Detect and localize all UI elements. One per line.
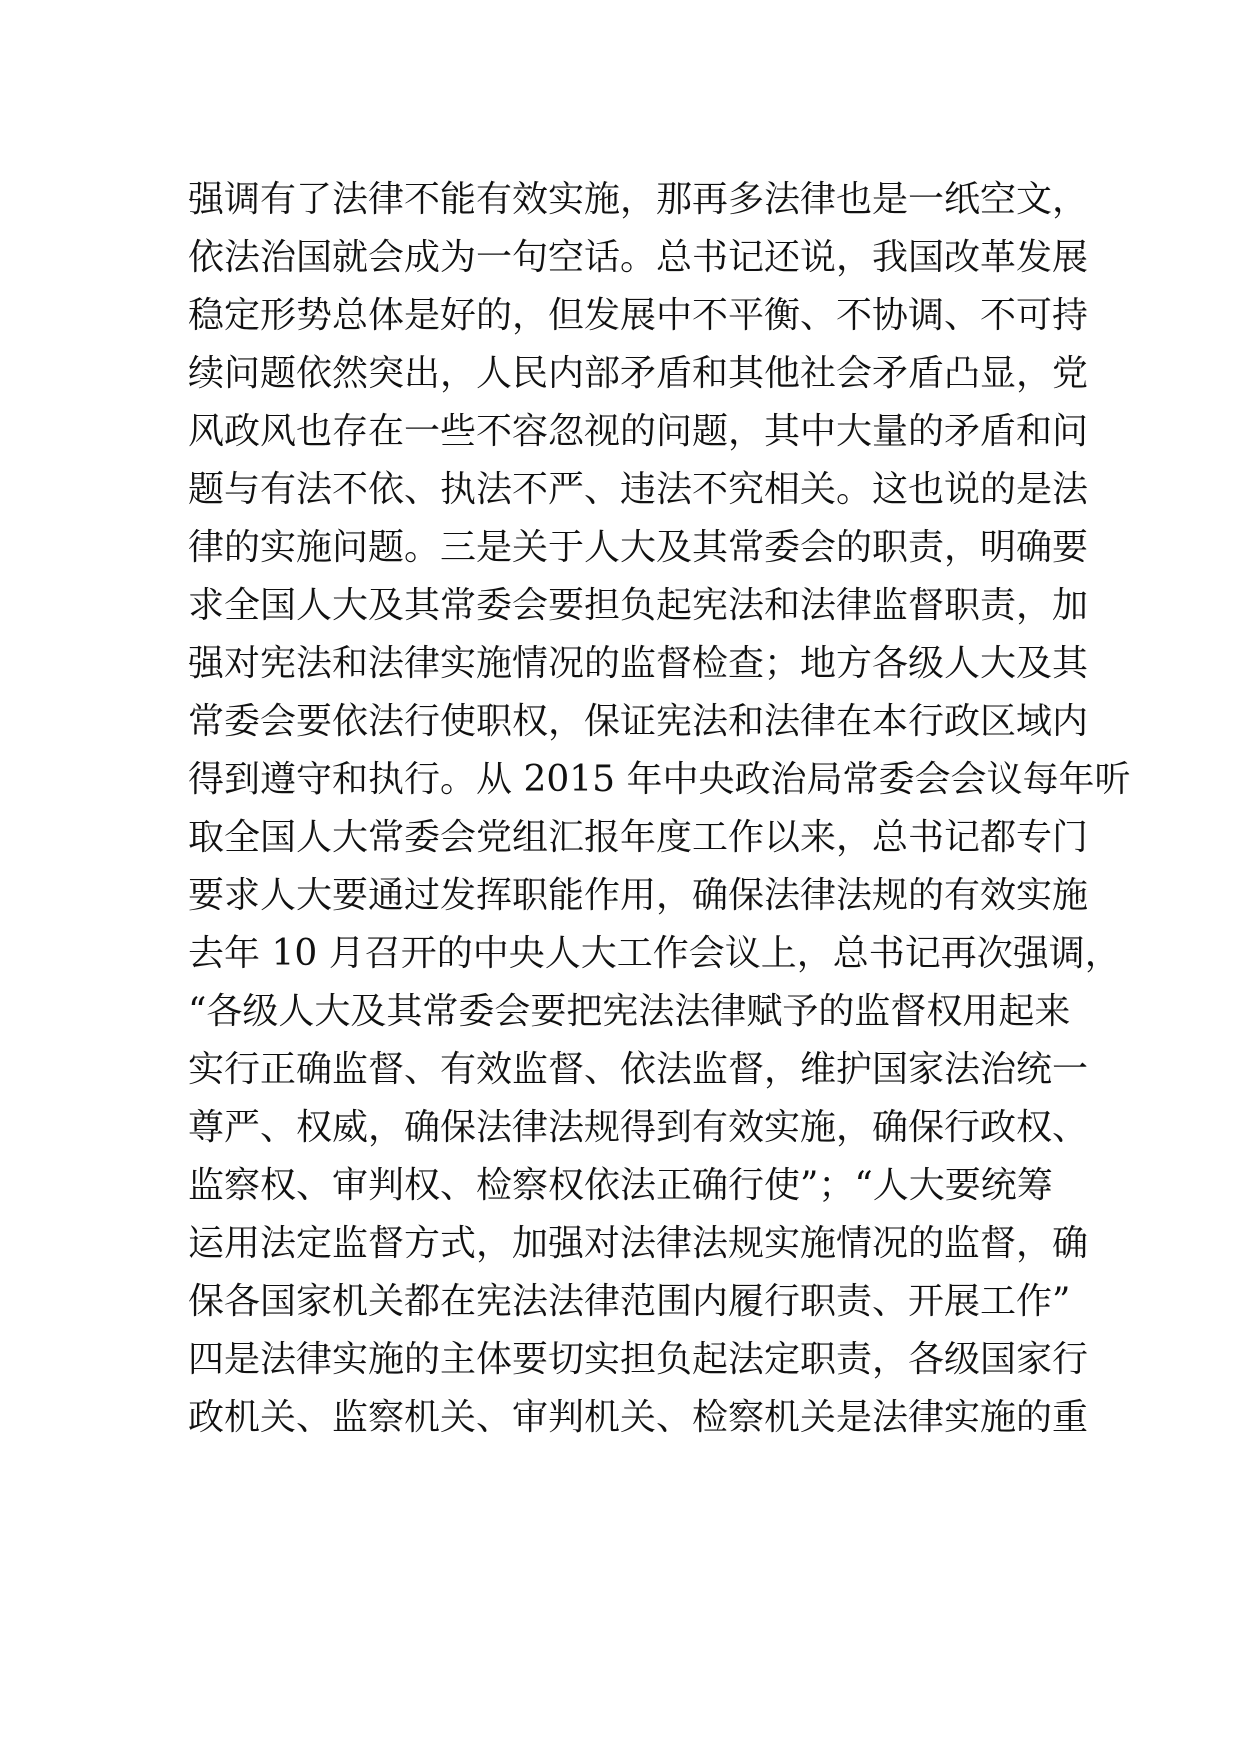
- text-line: 监察权、审判权、检察权依法正确行使”；“人大要统筹: [188, 1165, 1053, 1206]
- text-line: 政机关、监察机关、审判机关、检察机关是法律实施的重: [188, 1397, 1089, 1438]
- text-line: 实行正确监督、有效监督、依法监督，维护国家法治统一: [188, 1049, 1089, 1090]
- text-line: 去年 10 月召开的中央人大工作会议上，总书记再次强调，: [188, 933, 1121, 974]
- text-line: 要求人大要通过发挥职能作用，确保法律法规的有效实施: [188, 875, 1089, 916]
- text-line: 续问题依然突出，人民内部矛盾和其他社会矛盾凸显，党: [188, 353, 1089, 394]
- text-line: 常委会要依法行使职权，保证宪法和法律在本行政区域内: [188, 701, 1089, 742]
- text-line: 尊严、权威，确保法律法规得到有效实施，确保行政权、: [188, 1107, 1089, 1148]
- text-line: 强调有了法律不能有效实施，那再多法律也是一纸空文，: [188, 179, 1089, 220]
- text-line: 依法治国就会成为一句空话。总书记还说，我国改革发展: [188, 237, 1089, 278]
- text-line: 运用法定监督方式，加强对法律法规实施情况的监督，确: [188, 1223, 1089, 1264]
- text-line: 得到遵守和执行。从 2015 年中央政治局常委会会议每年听: [188, 759, 1131, 800]
- text-line: 风政风也存在一些不容忽视的问题，其中大量的矛盾和问: [188, 411, 1089, 452]
- text-line: 律的实施问题。三是关于人大及其常委会的职责，明确要: [188, 527, 1089, 568]
- text-line: 题与有法不依、执法不严、违法不究相关。这也说的是法: [188, 469, 1089, 510]
- text-line: 取全国人大常委会党组汇报年度工作以来，总书记都专门: [188, 817, 1089, 858]
- text-line: 四是法律实施的主体要切实担负起法定职责，各级国家行: [188, 1339, 1089, 1380]
- text-line: 求全国人大及其常委会要担负起宪法和法律监督职责，加: [188, 585, 1089, 626]
- text-line: 稳定形势总体是好的，但发展中不平衡、不协调、不可持: [188, 295, 1089, 336]
- text-line: 保各国家机关都在宪法法律范围内履行职责、开展工作”: [188, 1281, 1071, 1322]
- text-line: “各级人大及其常委会要把宪法法律赋予的监督权用起来: [188, 991, 1071, 1032]
- text-line: 强对宪法和法律实施情况的监督检查；地方各级人大及其: [188, 643, 1089, 684]
